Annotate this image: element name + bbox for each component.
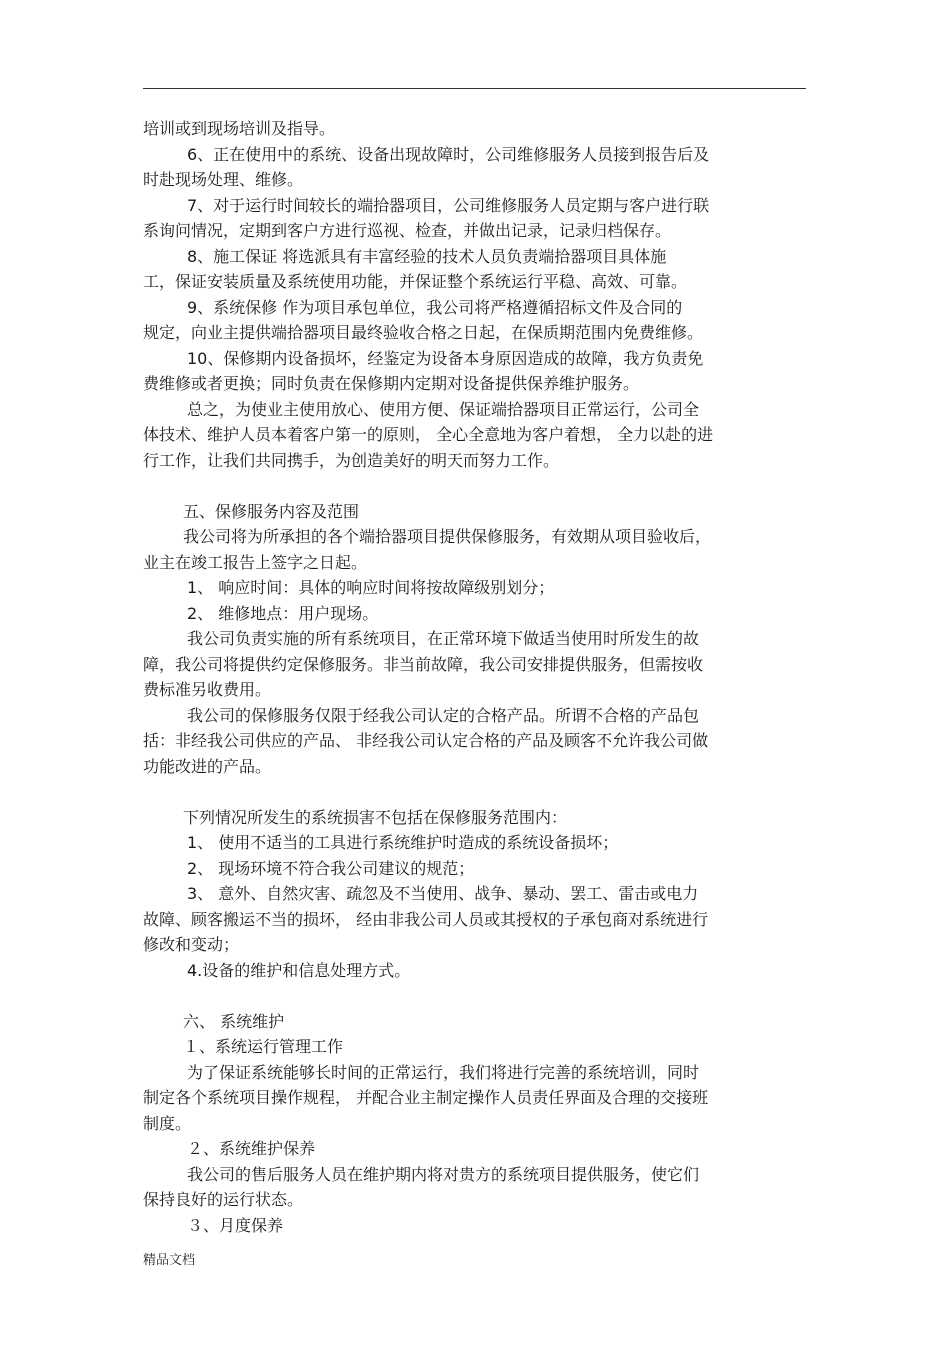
text-line: 下列情况所发生的系统损害不包括在保修服务范围内： bbox=[183, 807, 568, 827]
text-line: 为了保证系统能够长时间的正常运行，我们将进行完善的系统培训，同时 bbox=[187, 1062, 700, 1082]
footer-label: 精品文档 bbox=[143, 1253, 196, 1268]
text-line: 1、 使用不适当的工具进行系统维护时造成的系统设备损坏； bbox=[187, 833, 619, 852]
header-rule bbox=[143, 88, 806, 89]
text-line: 体技术、维护人员本着客户第一的原则， 全心全意地为客户着想， 全力以赴的进 bbox=[143, 425, 714, 444]
text-line: 制定各个系统项目操作规程， 并配合业主制定操作人员责任界面及合理的交接班 bbox=[143, 1088, 709, 1107]
text-line: 我公司的售后服务人员在维护期内将对贵方的系统项目提供服务，使它们 bbox=[187, 1164, 700, 1184]
text-line: 费标准另收费用。 bbox=[143, 680, 272, 699]
text-line: 我公司的保修服务仅限于经我公司认定的合格产品。所谓不合格的产品包 bbox=[187, 705, 700, 725]
text-line: 我公司将为所承担的各个端拾器项目提供保修服务，有效期从项目验收后， bbox=[183, 527, 712, 546]
text-line: 行工作，让我们共同携手，为创造美好的明天而努力工作。 bbox=[143, 450, 560, 470]
text-line: 障，我公司将提供约定保修服务。非当前故障，我公司安排提供服务，但需按收 bbox=[143, 654, 704, 674]
text-line: 保持良好的运行状态。 bbox=[143, 1190, 304, 1209]
text-line: 六、 系统维护 bbox=[183, 1011, 285, 1031]
text-line: 业主在竣工报告上签字之日起。 bbox=[143, 552, 368, 572]
text-line: 3、 意外、自然灾害、疏忽及不当使用、战争、暴动、罢工、雷击或电力 bbox=[187, 884, 699, 903]
text-line: 故障、顾客搬运不当的损坏， 经由非我公司人员或其授权的子承包商对系统进行 bbox=[143, 909, 709, 929]
blank-line bbox=[143, 983, 808, 1009]
blank-line bbox=[143, 779, 808, 805]
text-line: 系询问情况，定期到客户方进行巡视、检查，并做出记录，记录归档保存。 bbox=[143, 221, 672, 240]
text-line: 修改和变动； bbox=[143, 935, 240, 954]
document-body bbox=[143, 116, 808, 1238]
text-line: 10、保修期内设备损坏，经鉴定为设备本身原因造成的故障，我方负责免 bbox=[187, 348, 704, 368]
text-line: 2、 现场环境不符合我公司建议的规范； bbox=[187, 858, 475, 878]
text-line: 6、正在使用中的系统、设备出现故障时，公司维修服务人员接到报告后及 bbox=[187, 144, 710, 164]
text-line: 9、系统保修 作为项目承包单位，我公司将严格遵循招标文件及合同的 bbox=[187, 297, 683, 317]
text-line: 费维修或者更换；同时负责在保修期内定期对设备提供保养维护服务。 bbox=[143, 374, 640, 393]
text-line: 1、 响应时间：具体的响应时间将按故障级别划分； bbox=[187, 578, 555, 597]
text-line: 工，保证安装质量及系统使用功能，并保证整个系统运行平稳、高效、可靠。 bbox=[143, 272, 688, 291]
text-line: 总之，为使业主使用放心、使用方便、保证端拾器项目正常运行，公司全 bbox=[187, 399, 700, 419]
text-line: 2、 维修地点：用户现场。 bbox=[187, 603, 379, 623]
text-line: １、系统运行管理工作 bbox=[183, 1037, 344, 1056]
text-line: 五、保修服务内容及范围 bbox=[183, 501, 360, 521]
text-line: 功能改进的产品。 bbox=[143, 756, 272, 776]
text-line: ３、月度保养 bbox=[187, 1215, 284, 1235]
text-line: 7、对于运行时间较长的端拾器项目，公司维修服务人员定期与客户进行联 bbox=[187, 195, 710, 215]
text-line: 4.设备的维护和信息处理方式。 bbox=[187, 960, 411, 980]
blank-line bbox=[143, 473, 808, 499]
text-line: 我公司负责实施的所有系统项目，在正常环境下做适当使用时所发生的故 bbox=[187, 629, 700, 648]
text-line: ２、系统维护保养 bbox=[187, 1139, 316, 1158]
text-line: 括：非经我公司供应的产品、 非经我公司认定合格的产品及顾客不允许我公司做 bbox=[143, 731, 709, 750]
text-line: 规定，向业主提供端拾器项目最终验收合格之日起，在保质期范围内免费维修。 bbox=[143, 323, 704, 342]
text-line: 培训或到现场培训及指导。 bbox=[143, 119, 336, 138]
text-line: 时赴现场处理、维修。 bbox=[143, 170, 304, 189]
text-line: 8、施工保证 将选派具有丰富经验的技术人员负责端拾器项目具体施 bbox=[187, 246, 667, 266]
text-line: 制度。 bbox=[143, 1113, 192, 1133]
